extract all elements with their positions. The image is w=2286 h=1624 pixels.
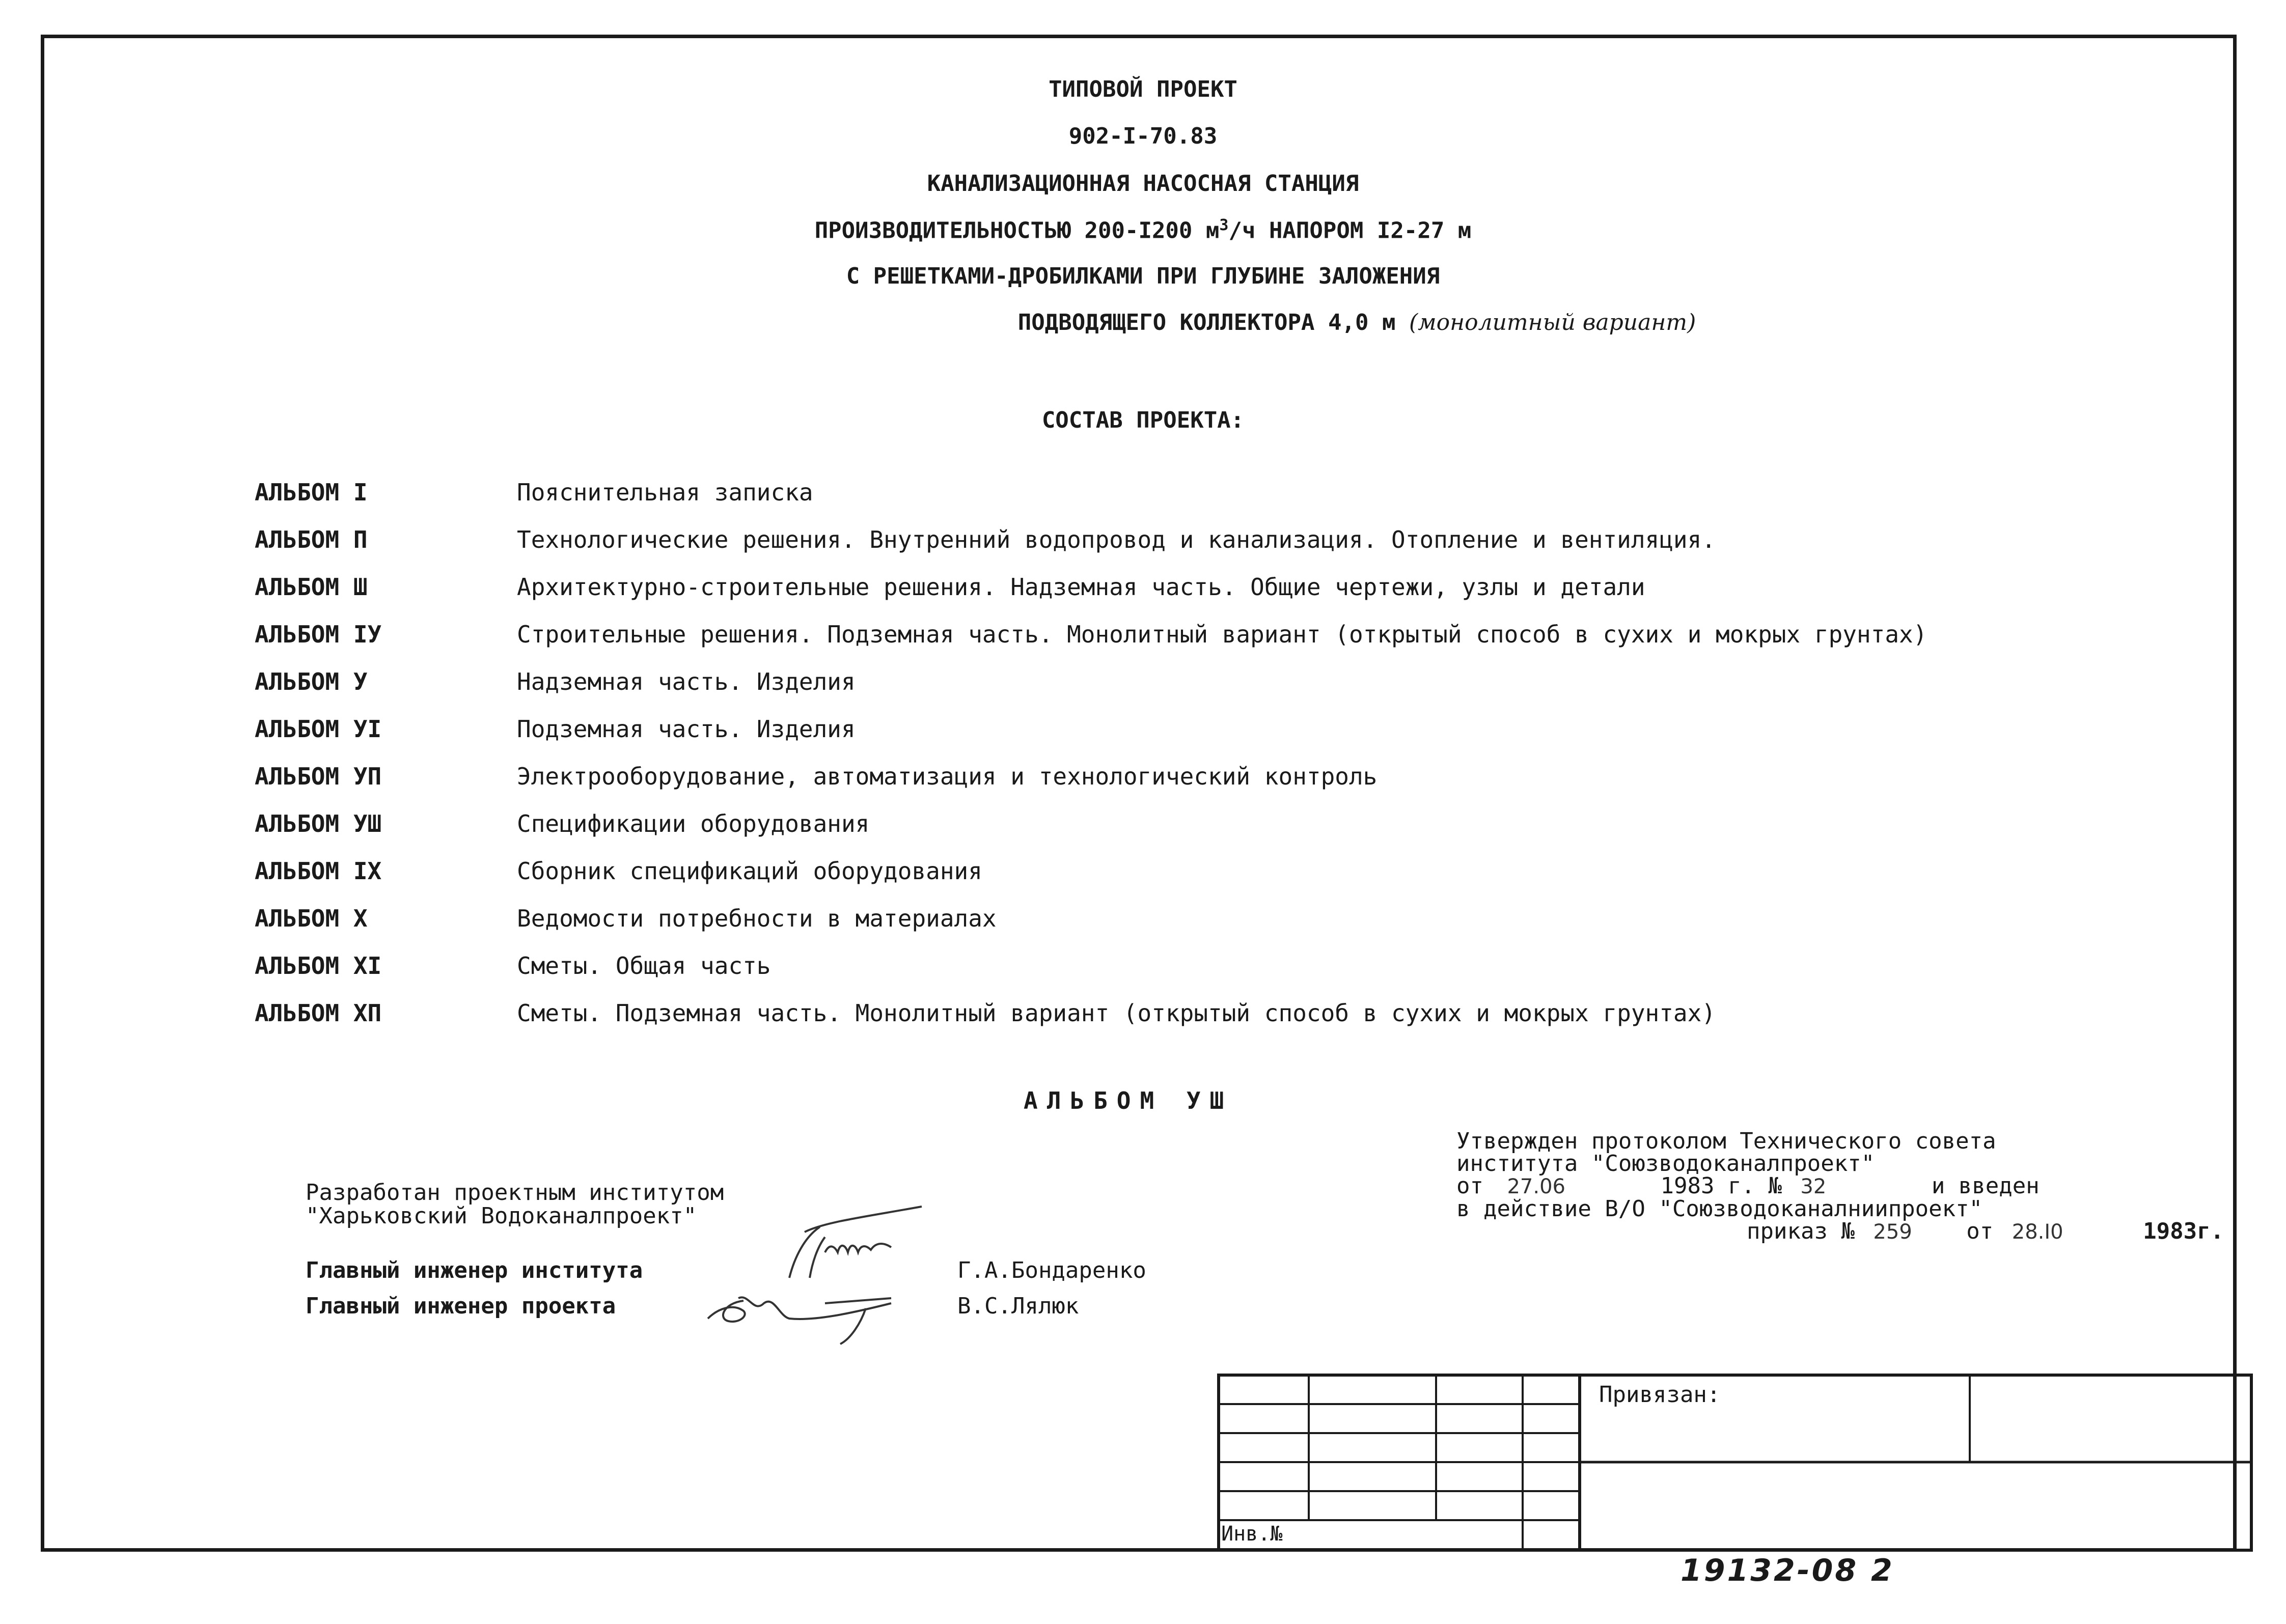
album-label: АЛЬБОМ УП <box>255 763 382 790</box>
engineer-name: Г.А.Бондаренко <box>957 1257 1146 1283</box>
header-line-6-note: (монолитный вариант) <box>1409 310 1696 335</box>
developer-block <box>306 1181 724 1228</box>
album-description: Спецификации оборудования <box>517 810 870 837</box>
title-block <box>1217 1374 2253 1552</box>
approval-line-4: в действие В/О "Союзводоканалниипроект" <box>1456 1196 1983 1222</box>
approval-line-2: института "Союзводоканалпроект" <box>1456 1151 1875 1177</box>
album-label: АЛЬБОМ П <box>255 526 368 553</box>
album-label: АЛЬБОМ УI <box>255 715 382 743</box>
album-title: АЛЬБОМ УШ <box>1024 1087 1233 1114</box>
approval-line-5 <box>1456 1220 2224 1243</box>
approval-line-1: Утвержден протоколом Технического совета <box>1456 1128 1996 1154</box>
album-label: АЛЬБОМ XI <box>255 952 382 979</box>
approval-line-3 <box>1456 1175 2224 1198</box>
album-label: АЛЬБОМ Ш <box>255 573 368 601</box>
album-description: Сметы. Общая часть <box>517 952 771 979</box>
approval-date: 27.06 <box>1507 1175 1565 1198</box>
album-description: Сметы. Подземная часть. Монолитный вариант (открытый способ в сухих и мокрых грунтах) <box>517 999 1716 1027</box>
header-line-1: ТИПОВОЙ ПРОЕКТ <box>1049 76 1237 102</box>
drawing-frame <box>41 35 2237 1552</box>
header-line-4 <box>0 216 2286 244</box>
order-date: 28.I0 <box>2012 1220 2063 1244</box>
header-line-4-post: /ч НАПОРОМ I2-27 м <box>1228 217 1472 244</box>
order-year: 1983г. <box>2143 1218 2224 1244</box>
approval-introduced-label: и введен <box>1931 1173 2040 1199</box>
engineer-role: Главный инженер проекта <box>306 1293 616 1319</box>
approval-block <box>1456 1130 2224 1243</box>
approval-from-label: от <box>1456 1173 1483 1199</box>
album-description: Электрооборудование, автоматизация и технологический контроль <box>517 763 1378 790</box>
header-line-2: 902-I-70.83 <box>1068 123 1218 149</box>
order-number: 259 <box>1873 1220 1912 1244</box>
album-label: АЛЬБОМ XП <box>255 999 382 1027</box>
approval-year-label: 1983 г. № <box>1660 1173 1782 1199</box>
signature-chief-engineer-project <box>698 1273 901 1349</box>
order-from-label: от <box>1966 1218 1994 1244</box>
album-description: Сборник спецификаций оборудования <box>517 857 982 885</box>
album-label: АЛЬБОМ IX <box>255 857 382 885</box>
album-description: Технологические решения. Внутренний водопровод и канализация. Отопление и вентиляция. <box>517 526 1716 553</box>
album-description: Ведомости потребности в материалах <box>517 905 997 932</box>
header-line-4-sup: 3 <box>1219 216 1229 234</box>
title-block-grid <box>1217 1374 2253 1552</box>
album-label: АЛЬБОМ УШ <box>255 810 382 837</box>
header-line-4-pre: ПРОИЗВОДИТЕЛЬНОСТЬЮ 200-I200 м <box>814 217 1220 244</box>
order-label: приказ № <box>1747 1218 1855 1244</box>
album-description: Подземная часть. Изделия <box>517 715 856 743</box>
developer-line-2: "Харьковский Водоканалпроект" <box>306 1203 697 1229</box>
document-number: 19132-08 2 <box>1681 1553 1894 1588</box>
header-line-6 <box>214 310 2286 335</box>
header-line-6-main: ПОДВОДЯЩЕГО КОЛЛЕКТОРА 4,0 м <box>1017 310 1396 335</box>
engineer-name: В.С.Лялюк <box>957 1293 1079 1319</box>
developer-line-1: Разработан проектным институтом <box>306 1180 724 1206</box>
engineer-role: Главный инженер института <box>306 1257 643 1283</box>
approval-protocol-number: 32 <box>1800 1175 1827 1198</box>
album-description: Пояснительная записка <box>517 479 813 506</box>
album-description: Надземная часть. Изделия <box>517 668 856 695</box>
album-label: АЛЬБОМ У <box>255 668 368 695</box>
album-label: АЛЬБОМ I <box>255 479 368 506</box>
composition-title: СОСТАВ ПРОЕКТА: <box>1041 407 1245 433</box>
album-description: Строительные решения. Подземная часть. Монолитный вариант (открытый способ в сухих и мокрых грунтах) <box>517 621 1927 648</box>
header-line-5: С РЕШЕТКАМИ-ДРОБИЛКАМИ ПРИ ГЛУБИНЕ ЗАЛОЖЕНИЯ <box>846 263 1440 289</box>
header-line-3: КАНАЛИЗАЦИОННАЯ НАСОСНАЯ СТАНЦИЯ <box>927 171 1359 197</box>
inventory-label: Инв.№ <box>1221 1522 1283 1546</box>
album-label: АЛЬБОМ IУ <box>255 621 382 648</box>
album-label: АЛЬБОМ X <box>255 905 368 932</box>
linked-label: Привязан: <box>1599 1382 1721 1408</box>
album-description: Архитектурно-строительные решения. Надземная часть. Общие чертежи, узлы и детали <box>517 573 1645 601</box>
